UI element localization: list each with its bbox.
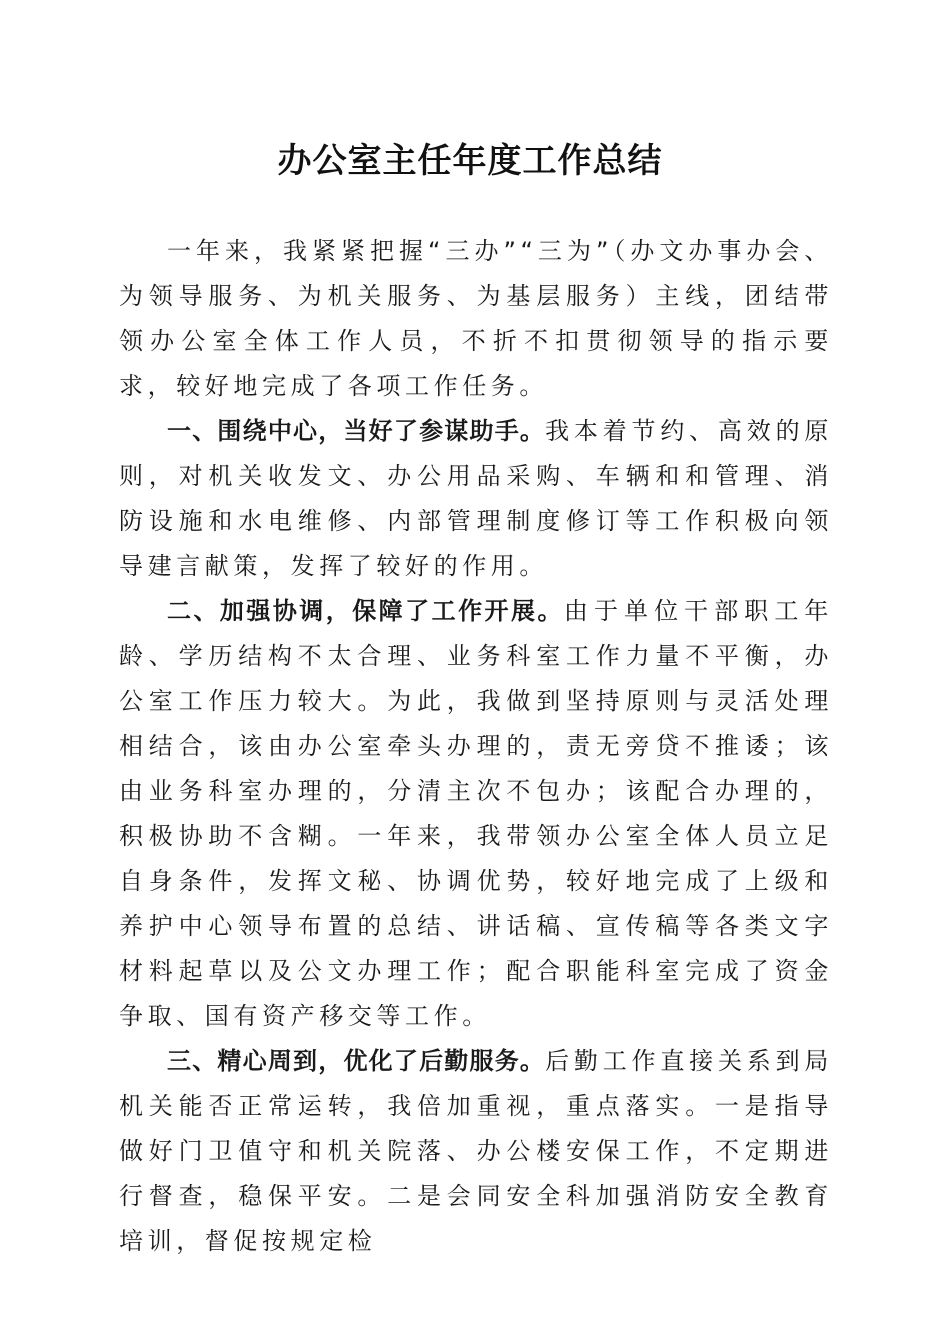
document-body (119, 229, 833, 1264)
paragraph-section-1 (119, 409, 833, 589)
paragraph-section-2 (119, 589, 833, 1039)
paragraph-text: 后勤工作直接关系到局机关能否正常运转，我倍加重视，重点落实。一是指导做好门卫值守和机关院落、办公楼安保工作，不定期进行督查，稳保平安。二是会同安全科加强消防安全教育培训，督促按规定检 (119, 1047, 833, 1255)
paragraph-intro (119, 229, 833, 409)
paragraph-text: 我本着节约、高效的原则，对机关收发文、办公用品采购、车辆和和管理、消防设施和水电维修、内部管理制度修订等工作积极向领导建言献策，发挥了较好的作用。 (119, 417, 833, 580)
paragraph-lead: 三、精心周到，优化了后勤服务。 (167, 1047, 546, 1075)
paragraph-section-3 (119, 1039, 833, 1264)
document-title: 办公室主任年度工作总结 (277, 141, 663, 181)
paragraph-text: 一年来，我紧紧把握“三办”“三为”（办文办事办会、为领导服务、为机关服务、为基层服务）主线，团结带领办公室全体工作人员，不折不扣贯彻领导的指示要求，较好地完成了各项工作任务。 (119, 237, 833, 400)
paragraph-lead: 二、加强协调，保障了工作开展。 (167, 597, 564, 625)
paragraph-text: 由于单位干部职工年龄、学历结构不太合理、业务科室工作力量不平衡，办公室工作压力较大。为此，我做到坚持原则与灵活处理相结合，该由办公室牵头办理的，责无旁贷不推诿；该由业务科室办理的，分清主次不包办；该配合办理的，积极协助不含糊。一年来，我带领办公室全体人员立足自身条件，发挥文秘、协调优势，较好地完成了上级和养护中心领导布置的总结、讲话稿、宣传稿等各类文字材料起草以及公文办理工作；配合职能科室完成了资金争取、国有资产移交等工作。 (119, 597, 834, 1030)
paragraph-lead: 一、围绕中心，当好了参谋助手。 (167, 417, 546, 445)
